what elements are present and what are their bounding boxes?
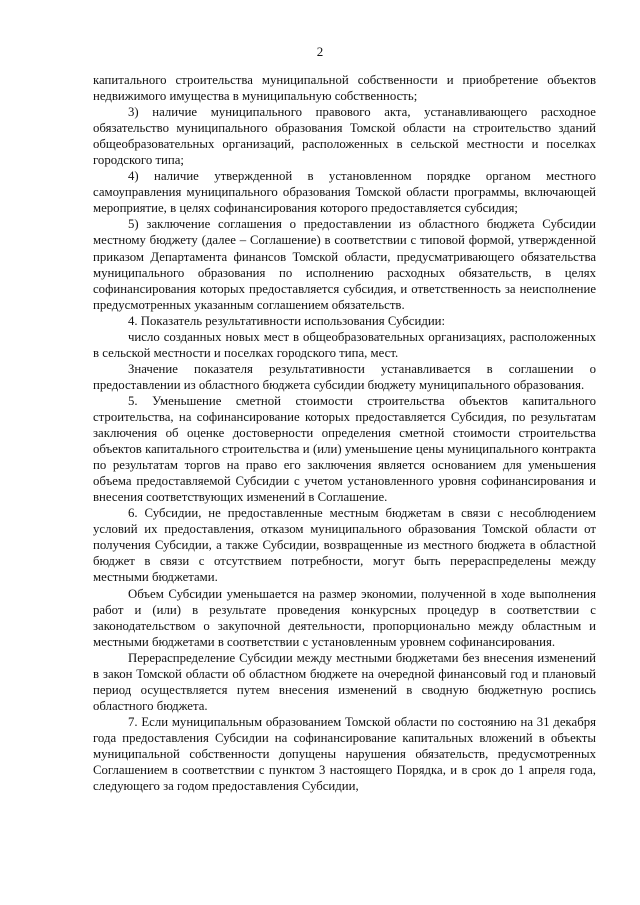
paragraph-section-4-heading: 4. Показатель результативности использования Субсидии: — [128, 313, 446, 328]
paragraph-redistribution: Перераспределение Субсидии между местными бюджетами без внесения изменений в закон Томской области об областном бюджете на очередной финансовый год и плановый период осуществляется путем внесения изменений в сводную бюджетную роспись областного бюджета. — [93, 650, 596, 713]
paragraph-indicator-value: Значение показателя результативности устанавливается в соглашении о предоставлении из областного бюджета субсидии бюджету муниципального образования. — [93, 361, 596, 392]
paragraph-condition-4: 4) наличие утвержденной в установленном порядке органом местного самоуправления муниципального образования Томской области программы, включающей мероприятие, в целях софинансирования которого предоставляется субсидия; — [93, 169, 596, 216]
paragraph-condition-5: 5) заключение соглашения о предоставлении из областного бюджета Субсидии местному бюджету (далее – Соглашение) в соответствии с типовой формой, утвержденной приказом Департамента финансов Томской области, предусматривающего обязательства муниципального образования по исполнению расходных обязательств, в целях софинансирования которых предоставляется субсидия, и ответственность за неисполнение предусмотренных указанным соглашением обязательств. — [93, 217, 596, 312]
paragraph-subsidy-reduction: Объем Субсидии уменьшается на размер экономии, полученной в ходе выполнения работ и (или) в результате проведения конкурсных процедур в соответствии с законодательством о закупочной деятельности, пропорционально между областным и местными бюджетами в соответствии с установленным уровнем софинансирования. — [93, 586, 596, 649]
paragraph-indicator: число созданных новых мест в общеобразовательных организациях, расположенных в сельской местности и поселках городского типа, мест. — [93, 329, 596, 360]
paragraph-section-5: 5. Уменьшение сметной стоимости строительства объектов капитального строительства, на софинансирование которых предоставляется Субсидия, по результатам заключения об оценке достоверности определения сметной стоимости строительства объектов капитального строительства и (или) уменьшение цены муниципального контракта по результатам торгов на право его заключения является основанием для уменьшения объема предоставляемой Субсидии с учетом установленного уровня софинансирования и внесения соответствующих изменений в Соглашение. — [93, 393, 596, 505]
page-number: 2 — [316, 44, 324, 59]
paragraph-section-7: 7. Если муниципальным образованием Томской области по состоянию на 31 декабря года предоставления Субсидии на софинансирование капитальных вложений в объекты муниципальной собственности допущены нарушения обязательств, предусмотренных Соглашением в соответствии с пунктом 3 настоящего Порядка, и в срок до 1 апреля года, следующего за годом предоставления Субсидии, — [93, 714, 596, 794]
paragraph-section-6: 6. Субсидии, не предоставленные местным бюджетам в связи с несоблюдением условий их предоставления, отказом муниципального образования Томской области от получения Субсидии, а также Субсидии, возвращенные из местного бюджета в областной бюджет в связи с отсутствием потребности, могут быть перераспределены между местными бюджетами. — [93, 506, 596, 585]
document-body — [93, 72, 596, 794]
paragraph-condition-3: 3) наличие муниципального правового акта, устанавливающего расходное обязательство муниципального образования Томской области на строительство зданий общеобразовательных организаций, расположенных в сельской местности и поселках городского типа; — [93, 105, 596, 168]
paragraph-continuation: капитального строительства муниципальной собственности и приобретение объектов недвижимого имущества в муниципальную собственность; — [93, 73, 596, 104]
